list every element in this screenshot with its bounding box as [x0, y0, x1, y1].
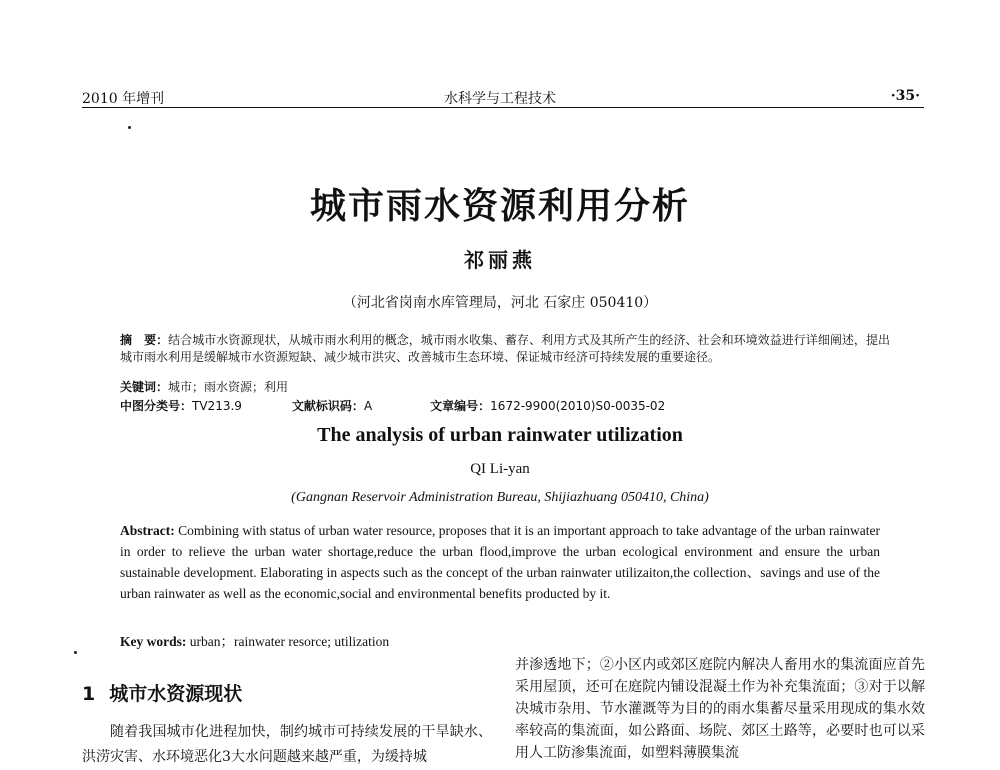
keywords-zh — [120, 378, 288, 395]
header-rule — [82, 107, 924, 108]
keywords-en-label: Key words: — [120, 634, 187, 649]
section-number: 1 — [82, 683, 96, 705]
section-heading — [82, 679, 242, 706]
author-affiliation-en: (Gangnan Reservoir Administration Bureau, Shijiazhuang 050410, China) — [291, 490, 709, 505]
body-paragraph-left: 随着我国城市化进程加快，制约城市可持续发展的干旱缺水、洪涝灾害、水环境恶化3大水问题越来越严重，为缓持城 — [82, 724, 492, 765]
author-affiliation: （河北省岗南水库管理局，河北 石家庄 050410） — [342, 295, 658, 311]
abstract-zh-label: 摘 要： — [120, 333, 169, 347]
page-number: ·35· — [890, 88, 920, 104]
abstract-zh-text: 结合城市水资源现状，从城市雨水利用的概念，城市雨水收集、蓄存、利用方式及其所产生的经济、社会和环境效益进行详细阐述，提出城市雨水利用是缓解城市水资源短缺、减少城市洪灾、改善城市生态环境、保证城市经济可持续发展的重要途径。 — [120, 333, 890, 364]
doc-code: A — [363, 399, 373, 413]
keywords-zh-label: 关键词： — [120, 380, 169, 394]
keywords-en-text: urban；rainwater resorce; utilization — [186, 634, 390, 649]
body-paragraph-right: 并渗透地下；②小区内或郊区庭院内解决人畜用水的集流面应首先采用屋顶，还可在庭院内铺设混凝土作为补充集流面；③对于以解决城市杂用、节水灌溉等为目的的雨水集蓄尽量采用现成的集水效率较高的集流面，如公路面、场院、郊区土路等，必要时也可以采用人工防渗集流面，如塑料薄膜集流 — [515, 657, 925, 761]
running-header-left: 2010 年增刊 — [82, 91, 165, 107]
article-number: 1672-9900(2010)S0-0035-02 — [490, 399, 666, 413]
abstract-en-text: Combining with status of urban water resource, proposes that it is an important approach to take advantage of the urban rainwater in order to relieve the urban water shortage,reduce the urban flood,improve the urban ecological environment and ensure the urban sustainable development. Elaborating in aspects such as the concept of the urban rainwater utilizaiton,the collection、savings and use of the urban rainwater as well as the economic,social and environmental benefits producted by it. — [120, 523, 880, 601]
doc-code-label: 文献标识码： — [291, 399, 364, 413]
scan-speck — [128, 126, 131, 129]
section-title: 城市水资源现状 — [109, 683, 243, 705]
clc-code: TV213.9 — [192, 399, 242, 413]
abstract-zh — [120, 332, 890, 366]
author-name-en: QI Li-yan — [470, 461, 530, 477]
abstract-en — [120, 520, 880, 604]
keywords-zh-text: 城市；雨水资源；利用 — [168, 380, 289, 394]
classification-line — [120, 397, 665, 414]
running-header-journal: 水科学与工程技术 — [444, 91, 556, 107]
article-number-label: 文章编号： — [430, 399, 491, 413]
keywords-en — [120, 630, 389, 650]
scan-speck — [74, 651, 77, 654]
paper-title-en: The analysis of urban rainwater utilization — [317, 424, 683, 446]
author-name: 祁丽燕 — [464, 248, 536, 272]
clc-label: 中图分类号： — [120, 399, 193, 413]
abstract-en-label: Abstract: — [120, 523, 175, 538]
paper-title: 城市雨水资源利用分析 — [309, 186, 690, 227]
